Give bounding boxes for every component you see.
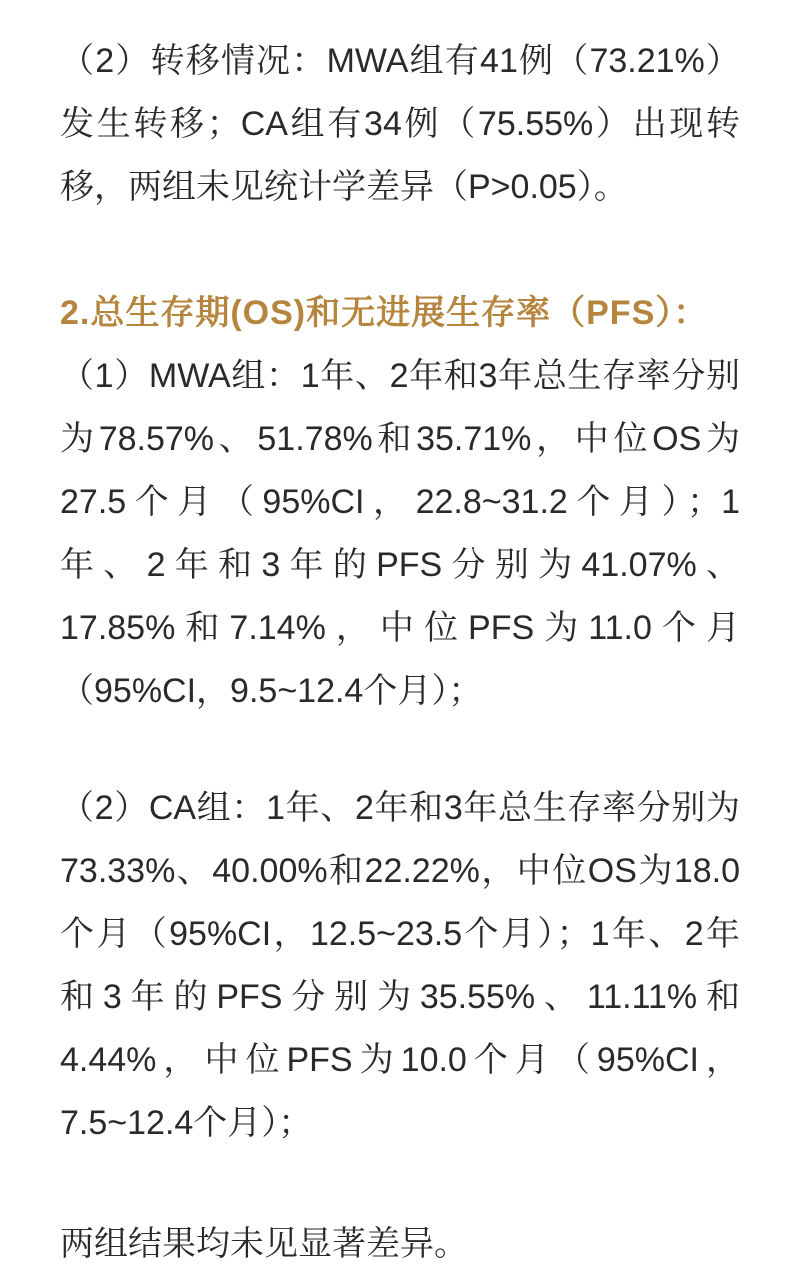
metastasis-paragraph <box>60 30 740 219</box>
conclusion-paragraph <box>60 1213 740 1276</box>
text-line: 7.5~12.4个月）； <box>60 1104 313 1142</box>
section-heading: 2.总生存期(OS)和无进展生存率（PFS）： <box>60 294 709 332</box>
text-line: 两组结果均未见显著差异。 <box>60 1225 468 1263</box>
text-line: （2）CA组：1年、2年和3年总生存率分别为 <box>60 789 740 827</box>
ca-group-paragraph <box>60 777 740 1155</box>
text-line: 年、2年和3年的PFS分别为41.07%、 <box>60 546 740 584</box>
text-line: 个月（95%CI，12.5~23.5个月）；1年、2年 <box>60 915 740 953</box>
text-line: 17.85%和7.14%，中位PFS为11.0个月 <box>60 609 740 647</box>
text-line: 为78.57%、51.78%和35.71%，中位OS为 <box>60 420 740 458</box>
mwa-group-paragraph <box>60 345 740 723</box>
text-line: 73.33%、40.00%和22.22%，中位OS为18.0 <box>60 852 740 890</box>
text-line: 发生转移；CA组有34例（75.55%）出现转 <box>60 105 740 143</box>
text-line: （2）转移情况：MWA组有41例（73.21%） <box>60 42 740 80</box>
text-line: （95%CI，9.5~12.4个月）； <box>60 672 483 710</box>
text-line: 27.5个月（95%CI，22.8~31.2个月）；1 <box>60 483 740 521</box>
text-line: （1）MWA组：1年、2年和3年总生存率分别 <box>60 357 740 395</box>
text-line: 4.44%，中位PFS为10.0个月（95%CI， <box>60 1041 740 1079</box>
text-line: 移，两组未见统计学差异（P>0.05）。 <box>60 168 628 206</box>
text-line: 和3年的PFS分别为35.55%、11.11%和 <box>60 978 740 1016</box>
